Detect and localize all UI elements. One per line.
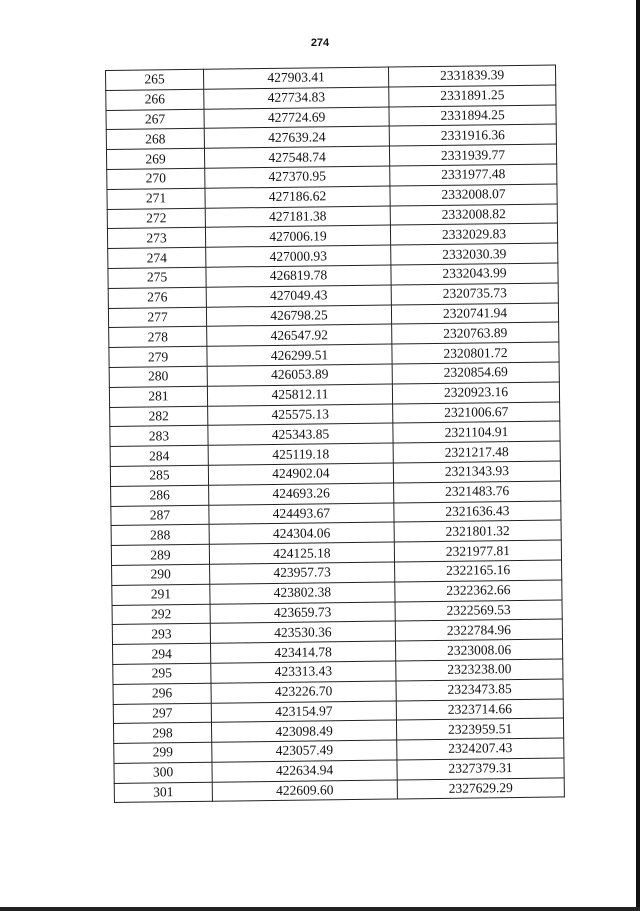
x-coordinate-cell: 423154.97 bbox=[211, 700, 396, 722]
y-coordinate-cell: 2331939.77 bbox=[389, 144, 556, 166]
point-number-cell: 277 bbox=[108, 307, 206, 328]
point-number-cell: 288 bbox=[111, 525, 209, 546]
point-number-cell: 273 bbox=[107, 228, 205, 249]
y-coordinate-cell: 2323714.66 bbox=[396, 698, 563, 720]
y-coordinate-cell: 2332008.07 bbox=[390, 184, 557, 206]
x-coordinate-cell: 427724.69 bbox=[204, 107, 389, 129]
x-coordinate-cell: 423313.43 bbox=[211, 661, 396, 683]
point-number-cell: 271 bbox=[107, 188, 205, 209]
x-coordinate-cell: 426299.51 bbox=[207, 344, 392, 366]
x-coordinate-cell: 423414.78 bbox=[211, 641, 396, 663]
point-number-cell: 286 bbox=[111, 485, 209, 506]
point-number-cell: 285 bbox=[110, 465, 208, 486]
y-coordinate-cell: 2331977.48 bbox=[390, 164, 557, 186]
y-coordinate-cell: 2322362.66 bbox=[395, 580, 562, 602]
x-coordinate-cell: 423802.38 bbox=[210, 582, 395, 604]
x-coordinate-cell: 424125.18 bbox=[209, 542, 394, 564]
point-number-cell: 284 bbox=[110, 445, 208, 466]
y-coordinate-cell: 2320741.94 bbox=[391, 303, 558, 325]
x-coordinate-cell: 425119.18 bbox=[208, 443, 393, 465]
x-coordinate-cell: 427734.83 bbox=[204, 87, 389, 109]
x-coordinate-cell: 427548.74 bbox=[204, 146, 389, 168]
x-coordinate-cell: 427370.95 bbox=[205, 166, 390, 188]
y-coordinate-cell: 2320763.89 bbox=[392, 322, 559, 344]
y-coordinate-cell: 2332008.82 bbox=[390, 204, 557, 226]
x-coordinate-cell: 426798.25 bbox=[206, 305, 391, 327]
y-coordinate-cell: 2327379.31 bbox=[397, 758, 564, 780]
y-coordinate-cell: 2322569.53 bbox=[395, 599, 562, 621]
point-number-cell: 268 bbox=[106, 129, 204, 150]
point-number-cell: 287 bbox=[111, 505, 209, 526]
point-number-cell: 292 bbox=[112, 604, 210, 625]
y-coordinate-cell: 2321483.76 bbox=[394, 481, 561, 503]
x-coordinate-cell: 423057.49 bbox=[212, 740, 397, 762]
point-number-cell: 275 bbox=[108, 267, 206, 288]
y-coordinate-cell: 2332029.83 bbox=[390, 223, 557, 245]
point-number-cell: 267 bbox=[106, 109, 204, 130]
coordinate-table-body bbox=[106, 65, 565, 803]
point-number-cell: 290 bbox=[112, 564, 210, 585]
point-number-cell: 289 bbox=[111, 544, 209, 565]
x-coordinate-cell: 424693.26 bbox=[209, 483, 394, 505]
x-coordinate-cell: 427186.62 bbox=[205, 186, 390, 208]
point-number-cell: 270 bbox=[107, 168, 205, 189]
point-number-cell: 293 bbox=[112, 624, 210, 645]
x-coordinate-cell: 426819.78 bbox=[206, 265, 391, 287]
point-number-cell: 283 bbox=[110, 426, 208, 447]
y-coordinate-cell: 2321217.48 bbox=[393, 441, 560, 463]
table-row bbox=[114, 778, 564, 803]
point-number-cell: 281 bbox=[109, 386, 207, 407]
x-coordinate-cell: 425575.13 bbox=[208, 404, 393, 426]
y-coordinate-cell: 2332043.99 bbox=[391, 263, 558, 285]
x-coordinate-cell: 427639.24 bbox=[204, 126, 389, 148]
y-coordinate-cell: 2331894.25 bbox=[389, 105, 556, 127]
x-coordinate-cell: 424493.67 bbox=[209, 503, 394, 525]
x-coordinate-cell: 423530.36 bbox=[210, 621, 395, 643]
x-coordinate-cell: 425343.85 bbox=[208, 423, 393, 445]
point-number-cell: 265 bbox=[106, 69, 204, 90]
x-coordinate-cell: 424902.04 bbox=[208, 463, 393, 485]
x-coordinate-cell: 423957.73 bbox=[210, 562, 395, 584]
x-coordinate-cell: 422609.60 bbox=[212, 780, 397, 802]
point-number-cell: 297 bbox=[113, 703, 211, 724]
y-coordinate-cell: 2323473.85 bbox=[396, 679, 563, 701]
point-number-cell: 300 bbox=[114, 762, 212, 783]
y-coordinate-cell: 2323238.00 bbox=[396, 659, 563, 681]
page-number: 274 bbox=[310, 37, 330, 49]
x-coordinate-cell: 427181.38 bbox=[205, 206, 390, 228]
point-number-cell: 276 bbox=[108, 287, 206, 308]
point-number-cell: 279 bbox=[109, 346, 207, 367]
point-number-cell: 272 bbox=[107, 208, 205, 229]
x-coordinate-cell: 423659.73 bbox=[210, 602, 395, 624]
point-number-cell: 278 bbox=[109, 327, 207, 348]
y-coordinate-cell: 2331916.36 bbox=[389, 124, 556, 146]
y-coordinate-cell: 2321006.67 bbox=[393, 402, 560, 424]
y-coordinate-cell: 2321343.93 bbox=[393, 461, 560, 483]
y-coordinate-cell: 2331839.39 bbox=[388, 65, 555, 87]
y-coordinate-cell: 2323959.51 bbox=[396, 718, 563, 740]
point-number-cell: 301 bbox=[114, 782, 212, 803]
x-coordinate-cell: 426053.89 bbox=[207, 364, 392, 386]
point-number-cell: 295 bbox=[113, 663, 211, 684]
point-number-cell: 299 bbox=[114, 742, 212, 763]
y-coordinate-cell: 2320923.16 bbox=[392, 382, 559, 404]
y-coordinate-cell: 2321801.32 bbox=[394, 520, 561, 542]
y-coordinate-cell: 2320801.72 bbox=[392, 342, 559, 364]
y-coordinate-cell: 2321104.91 bbox=[393, 421, 560, 443]
x-coordinate-cell: 426547.92 bbox=[207, 324, 392, 346]
x-coordinate-cell: 422634.94 bbox=[212, 760, 397, 782]
y-coordinate-cell: 2322165.16 bbox=[395, 560, 562, 582]
y-coordinate-cell: 2331891.25 bbox=[389, 85, 556, 107]
y-coordinate-cell: 2332030.39 bbox=[391, 243, 558, 265]
y-coordinate-cell: 2322784.96 bbox=[395, 619, 562, 641]
point-number-cell: 266 bbox=[106, 89, 204, 110]
x-coordinate-cell: 427049.43 bbox=[206, 285, 391, 307]
y-coordinate-cell: 2320735.73 bbox=[391, 283, 558, 305]
point-number-cell: 291 bbox=[112, 584, 210, 605]
point-number-cell: 280 bbox=[109, 366, 207, 387]
y-coordinate-cell: 2320854.69 bbox=[392, 362, 559, 384]
y-coordinate-cell: 2321977.81 bbox=[394, 540, 561, 562]
x-coordinate-cell: 427000.93 bbox=[206, 245, 391, 267]
scan-edge-right bbox=[636, 0, 640, 911]
y-coordinate-cell: 2324207.43 bbox=[397, 738, 564, 760]
point-number-cell: 296 bbox=[113, 683, 211, 704]
point-number-cell: 298 bbox=[113, 723, 211, 744]
point-number-cell: 274 bbox=[108, 247, 206, 268]
point-number-cell: 294 bbox=[113, 643, 211, 664]
x-coordinate-cell: 424304.06 bbox=[209, 522, 394, 544]
y-coordinate-cell: 2321636.43 bbox=[394, 500, 561, 522]
coordinate-table-container bbox=[105, 65, 564, 804]
scan-edge-bottom bbox=[0, 907, 640, 911]
x-coordinate-cell: 423098.49 bbox=[211, 720, 396, 742]
x-coordinate-cell: 423226.70 bbox=[211, 681, 396, 703]
x-coordinate-cell: 427903.41 bbox=[203, 67, 388, 89]
y-coordinate-cell: 2323008.06 bbox=[395, 639, 562, 661]
coordinate-table bbox=[105, 64, 565, 803]
point-number-cell: 282 bbox=[110, 406, 208, 427]
x-coordinate-cell: 425812.11 bbox=[207, 384, 392, 406]
point-number-cell: 269 bbox=[106, 148, 204, 169]
y-coordinate-cell: 2327629.29 bbox=[397, 778, 564, 800]
x-coordinate-cell: 427006.19 bbox=[205, 225, 390, 247]
